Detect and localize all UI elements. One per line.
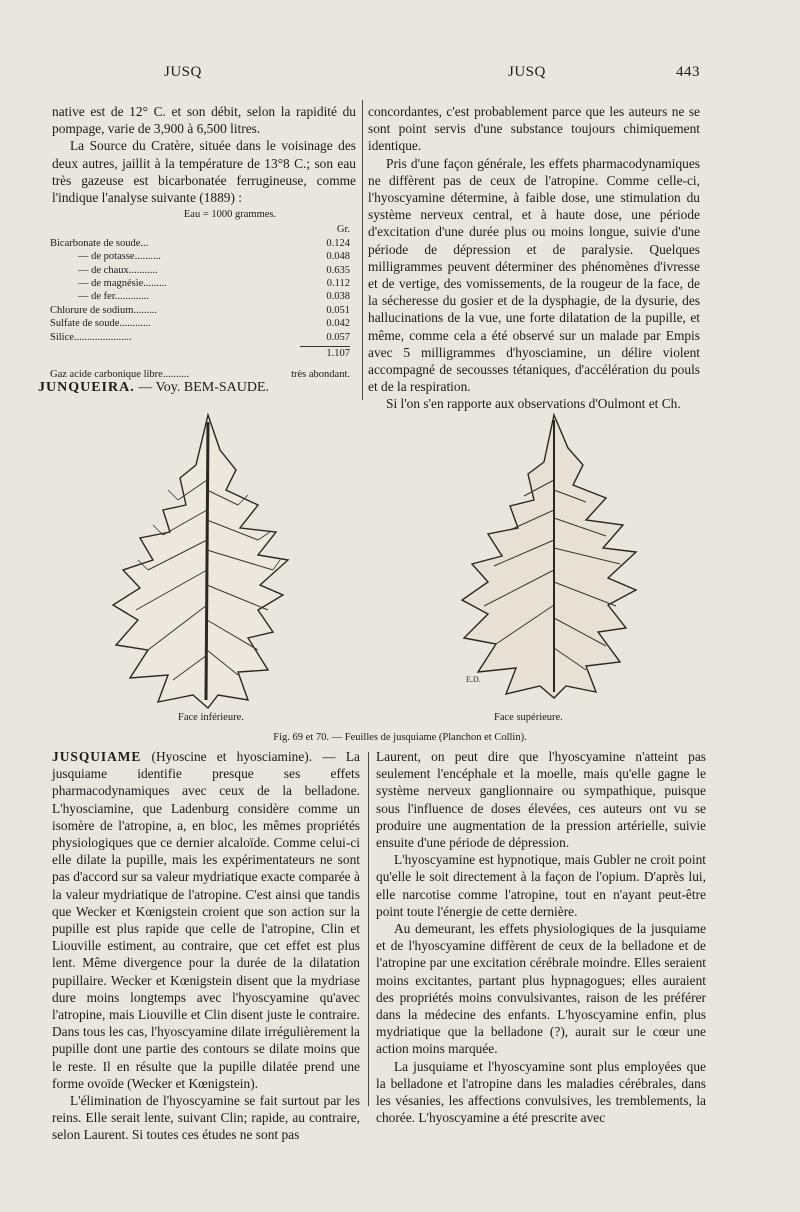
leaf-illustration-upper-face <box>458 410 658 700</box>
figure-label-right: Face supérieure. <box>494 712 563 723</box>
analysis-row: Silice...................... 0.057 <box>50 331 350 343</box>
analysis-unit: Gr. <box>336 224 350 236</box>
running-head-left: JUSQ <box>164 64 202 80</box>
top-right-column <box>368 103 700 413</box>
analysis-row: — de potasse.......... 0.048 <box>78 251 350 263</box>
water-analysis-table <box>50 208 350 382</box>
bottom-left-column <box>52 748 360 1144</box>
gas-row: Gaz acide carbonique libre.......... très abondant. <box>50 369 350 381</box>
paragraph: La Source du Cratère, située dans le voisinage des deux autres, jaillit à la température de 13°8 C.; son eau très gazeuse est bicarbonatée ferrugineuse, comme l'indique l'analyse suivante (1889) : <box>52 138 356 206</box>
entry-heading: JUSQUIAME <box>52 749 142 764</box>
paragraph: native est de 12° C. et son débit, selon la rapidité du pompage, varie de 3,900 à 6,500 litres. <box>52 104 356 137</box>
figure-caption: Fig. 69 et 70. — Feuilles de jusquiame (Planchon et Collin). <box>273 732 527 743</box>
column-divider-top <box>362 100 363 400</box>
bottom-right-column <box>376 748 706 1126</box>
paragraph: concordantes, c'est probablement parce que les auteurs ne se sont point servis d'une substance toujours chimiquement identique. <box>368 104 700 154</box>
analysis-row: Chlorure de sodium......... 0.051 <box>50 304 350 316</box>
paragraph: L'hyoscyamine est hypnotique, mais Gubler ne croit point qu'elle le soit directement à la façon de l'opium. D'après lui, elle narcotise comme l'atropine, tout en n'ayant peut-être point toute l'énergie de cette dernière. <box>376 852 706 919</box>
paragraph: Si l'on s'en rapporte aux observations d'Oulmont et Ch. <box>386 396 681 412</box>
analysis-row: Sulfate de soude............ 0.042 <box>50 318 350 330</box>
running-head-right: JUSQ <box>508 64 546 80</box>
entry-heading: JUNQUEIRA. <box>38 380 135 395</box>
paragraph: La jusquiame et l'hyoscyamine sont plus employées que la belladone et l'atropine dans les maladies cérébrales, dans les vésanies, les affections convulsives, les tremblements, la chorée. L'hyoscyamine a été prescrite avec <box>376 1058 706 1126</box>
analysis-row: — de chaux........... 0.635 <box>78 264 350 276</box>
column-divider-bottom <box>368 752 369 1106</box>
top-left-column <box>52 103 356 206</box>
paragraph: Pris d'une façon générale, les effets pharmacodynamiques ne diffèrent pas de ceux de l'atropine. Comme celle-ci, l'hyoscyamine détermine, à faible dose, une stimulation du système nerveux central, et à haute dose, une période d'excitation d'une durée plus ou moins longue, suivie d'une période de dépression et de paralysie. Quelques milligrammes peuvent déterminer des phénomènes d'ivresse et de vertige, des vomissements, de la rougeur de la face, de la sécheresse du gosier et de la dysphagie, de la dysurie, des hallucinations de la vue, une forte dilatation de la pupille, et même, comme cela a été observé sur un malade par Empis avec 5 milligrammes d'hyosciamine, un délire violent accompagné de secousses tétaniques, d'accélération du pouls et de la respiration. <box>368 155 700 395</box>
paragraph: JUSQUIAME (Hyoscine et hyosciamine). — La jusquiame identifie presque ses effets pharmacodynamiques avec ceux de la belladone. L'hyosciamine, que Ladenburg considère comme un isomère de l'atropine, a, en bloc, les mêmes propriétés physiologiques que ce dernier alcaloïde. Comme celui-ci elle dilate la pupille, mais les expérimentateurs ne sont pas d'accord sur sa valeur mydriatique exacte comparée à la valeur mydriatique de l'atropine. C'est ainsi que tandis que Wecker et Kœnigstein croient que son action sur la pupille est plus rapide que celle de l'atropine, Clin et Liouville estiment, au contraire, que cet effet est plus lent. Même divergence pour la durée de la dilatation pupillaire. Wecker et Kœnigstein disent que la mydriase dure moins longtemps avec l'hyoscyamine qu'avec l'atropine, mais Liouville et Clin disent juste le contraire. Dans tous les cas, l'hyoscyamine dilate irrégulièrement la pupille dont une partie des contours se dilate moins que le reste. Il en résulte que la pupille dilatée prend une forme ovoïde (Wecker et Kœnigstein). <box>52 749 360 1091</box>
entry-text: — Voy. BEM-SAUDE. <box>134 380 270 395</box>
analysis-total: 1.107 <box>326 348 350 360</box>
paragraph: L'élimination de l'hyoscyamine se fait surtout par les reins. Elle serait lente, suivant Clin; rapide, au contraire, selon Laurent. Si toutes ces études ne sont pas <box>52 1093 360 1143</box>
analysis-row: — de fer............. 0.038 <box>78 291 350 303</box>
analysis-row: — de magnésie......... 0.112 <box>78 278 350 290</box>
page-number: 443 <box>676 64 700 80</box>
figure-label-left: Face inférieure. <box>178 712 244 723</box>
leaf-illustration-lower-face <box>108 410 298 710</box>
paragraph: Laurent, on peut dire que l'hyoscyamine n'atteint pas seulement l'encéphale et la moelle, mais qu'elle gagne le système nerveux ganglionnaire ou sympathique, puisque sous l'influence de doses élevées, ces auteurs ont vu se produire une augmentation de la pression artérielle, suivie ensuite d'une période de dépression. <box>376 749 706 851</box>
analysis-row: Bicarbonate de soude... 0.124 <box>50 237 350 249</box>
paragraph: Au demeurant, les effets physiologiques de la jusquiame et de l'hyoscyamine diffèrent de ceux de la belladone et de l'atropine par une excitation cérébrale moindre. Elles seraient moins excitantes, partant plus hypnagogues; elles auraient des propriétés moins convulsivantes, raison de les préférer dans la médecine des enfants. L'hyoscyamine enfin, plus mydriatique que la belladone (?), aurait sur le cœur une action moins marquée. <box>376 921 706 1057</box>
analysis-caption: Eau = 1000 grammes. <box>183 209 277 220</box>
junqueira-entry <box>38 380 269 396</box>
engraver-signature: E.D. <box>466 675 481 684</box>
